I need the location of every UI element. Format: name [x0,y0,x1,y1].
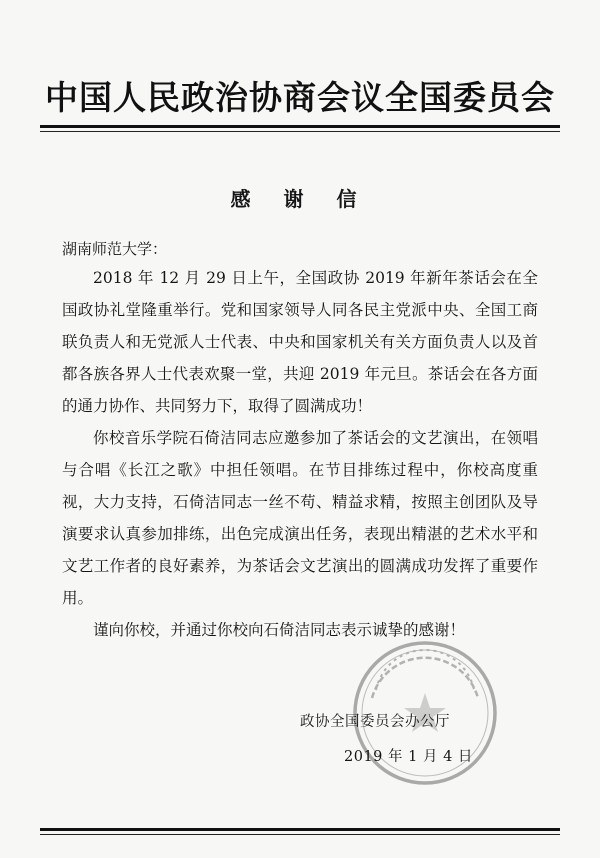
letter-title: 感 谢 信 [230,187,370,211]
header-rule-thick [40,125,560,128]
footer-rule-thin [40,834,560,835]
signer-name: 政协全国委员会办公厅 [300,714,450,730]
paragraph-3: 谨向你校，并通过你校向石倚洁同志表示诚挚的感谢！ [93,621,466,639]
paragraph-1: 2018 年 12 月 29 日上午，全国政协 2019 年新年茶话会在全国政协礼堂隆重举行。党和国家领导人同各民主党派中央、全国工商联负责人和无党派人士代表、中央和国家机关有关方面负责人以及首都各族各界人士代表欢聚一堂，共迎 2019 年元旦。茶话会在各方面的通力协作、共同努力下，取得了圆满成功！ [62,269,538,415]
footer-rule-thick [40,828,560,831]
letterhead-title: 中国人民政治协商会议全国委员会 [45,78,555,117]
salutation: 湖南师范大学： [62,240,168,258]
letter-date: 2019 年 1 月 4 日 [344,749,473,765]
letter-body [62,262,538,646]
header-rule-thin [40,131,560,132]
paragraph-2: 你校音乐学院石倚洁同志应邀参加了茶话会的文艺演出，在领唱与合唱《长江之歌》中担任领唱。在节目排练过程中，你校高度重视，大力支持，石倚洁同志一丝不苟、精益求精，按照主创团队及导演要求认真参加排练，出色完成演出任务，表现出精湛的艺术水平和文艺工作者的良好素养，为茶话会文艺演出的圆满成功发挥了重要作用。 [62,429,538,607]
